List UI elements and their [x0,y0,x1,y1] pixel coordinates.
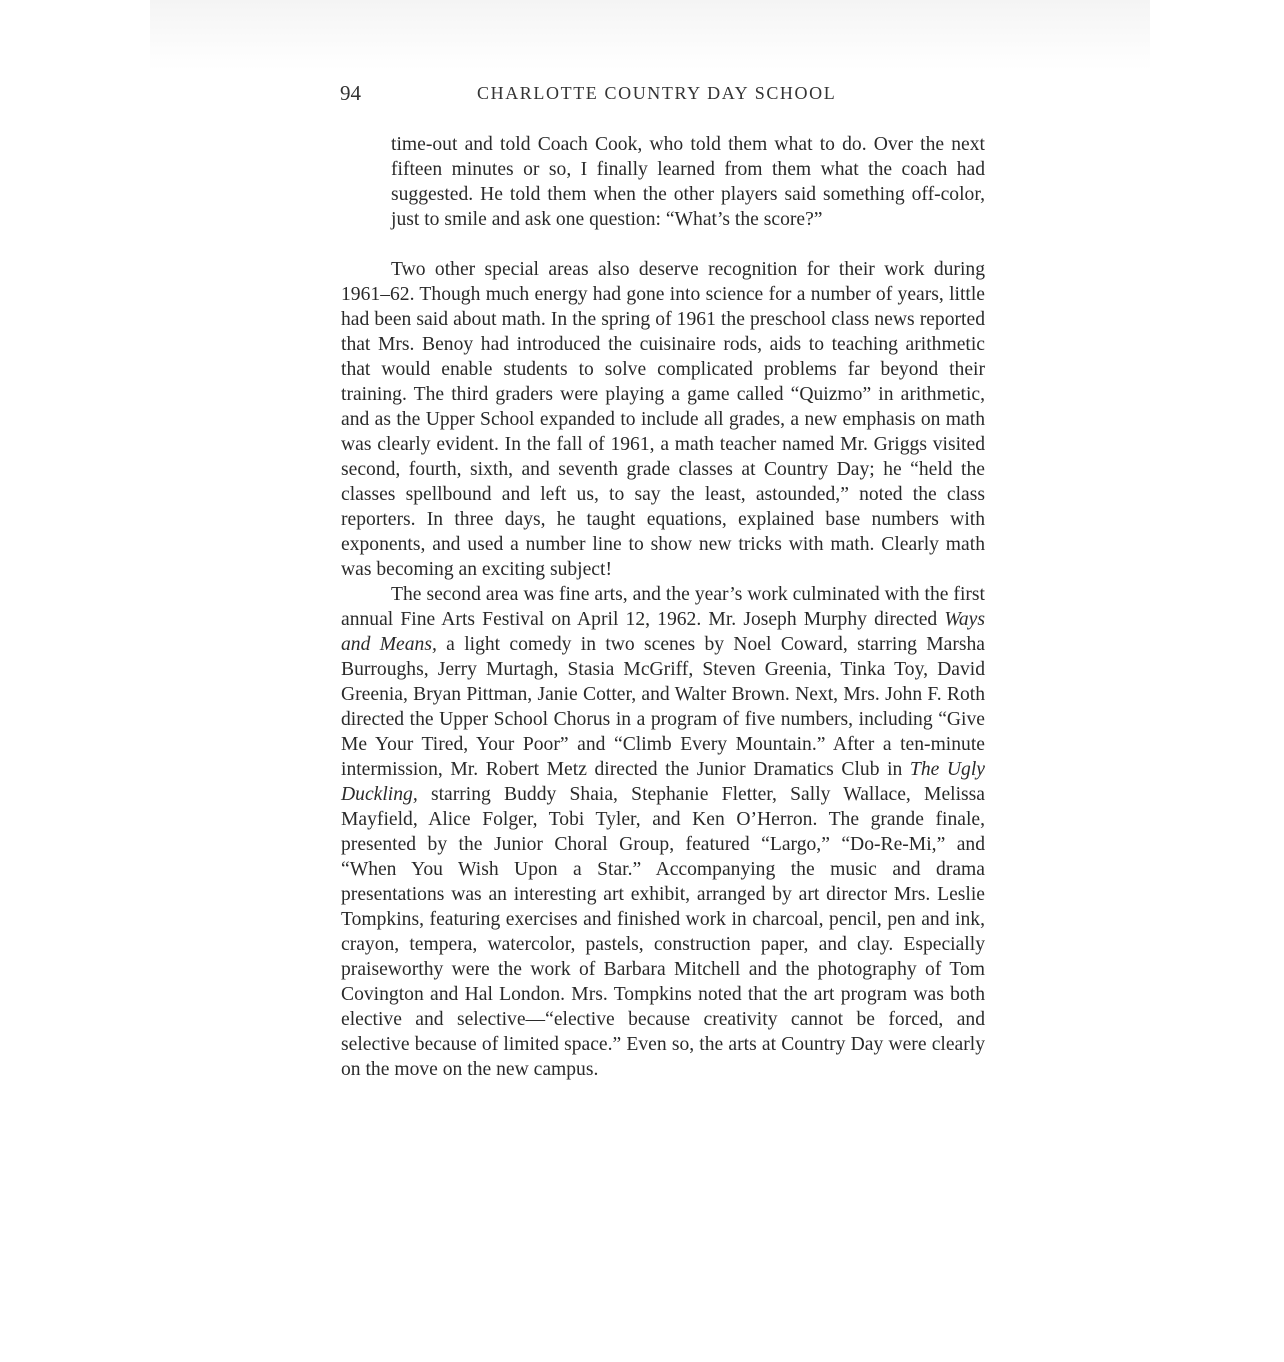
page-header [340,79,986,109]
paragraph-text: a light comedy in two scenes by Noel Coward, starring Marsha Burroughs, Jerry Murtagh, Stasia McGriff, Steven Greenia, Tinka Toy, David Greenia, Bryan Pittman, Janie Cotter, and Walter Brown. Next, Mrs. John F. Roth directed the Upper School Chorus in a program of five numbers, including “Give Me Your Tired, Your Poor” and “Climb Every Mountain.” After a ten-minute intermission, Mr. Robert Metz directed the Junior Dramatics Club in [341,634,985,780]
play-title-ways-and-means: Ways and Means, [341,609,985,655]
play-title-ugly-duckling: The Ugly Duckling, [341,759,985,805]
paragraph-text: The second area was fine arts, and the year’s work culminated with the first annual Fine Arts Festival on April 12, 1962. Mr. Joseph Murphy directed [341,584,985,630]
paragraph-continuation: time-out and told Coach Cook, who told them what to do. Over the next fifteen minutes or so, I finally learned from them what the coach had suggested. He told them when the other players said something off-color, just to smile and ask one question: “What’s the score?” [391,134,985,230]
paragraph-fine-arts [341,582,985,1082]
page-number: 94 [340,81,361,105]
paragraph-math: Two other special areas also deserve recognition for their work during 1961–62. Though much energy had gone into science for a number of years, little had been said about math. In the spring of 1961 the preschool class news reported that Mrs. Benoy had introduced the cuisinaire rods, aids to teaching arithmetic that would enable students to solve complicated problems far beyond their training. The third graders were playing a game called “Quizmo” in arithmetic, and as the Upper School expanded to include all grades, a new emphasis on math was clearly evident. In the fall of 1961, a math teacher named Mr. Griggs visited second, fourth, sixth, and seventh grade classes at Country Day; he “held the classes spellbound and left us, to say the least, astounded,” noted the class reporters. In three days, he taught equations, explained base numbers with exponents, and used a number line to show new tricks with math. Clearly math was becoming an exciting subject! [341,259,985,580]
body-text [341,132,985,1082]
scan-shadow [150,0,1150,70]
running-head: CHARLOTTE COUNTRY DAY SCHOOL [477,83,837,103]
paragraph-text: starring Buddy Shaia, Stephanie Fletter, Sally Wallace, Melissa Mayfield, Alice Folger, Tobi Tyler, and Ken O’Herron. The grande finale, presented by the Junior Choral Group, featured “Largo,” “Do-Re-Mi,” and “When You Wish Upon a Star.” Accompanying the music and drama presentations was an interesting art exhibit, arranged by art director Mrs. Leslie Tompkins, featuring exercises and finished work in charcoal, pencil, pen and ink, crayon, tempera, watercolor, pastels, construction paper, and clay. Especially praiseworthy were the work of Barbara Mitchell and the photography of Tom Covington and Hal London. Mrs. Tompkins noted that the art program was both elective and selective—“elective because creativity cannot be forced, and selective because of limited space.” Even so, the arts at Country Day were clearly on the move on the new campus. [341,784,985,1080]
